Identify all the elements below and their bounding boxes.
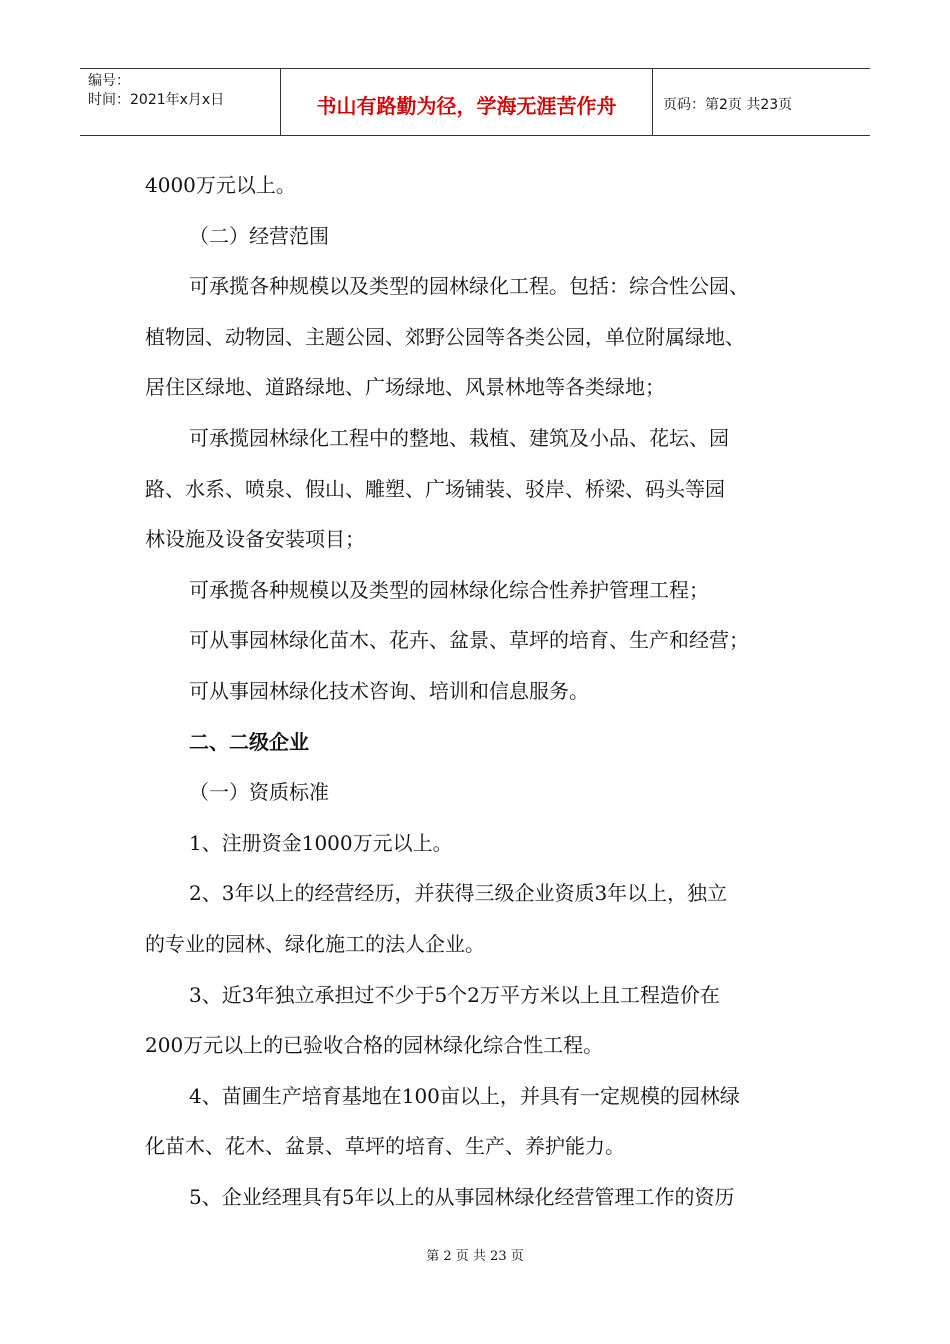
paragraph-line: 可承揽园林绿化工程中的整地、栽植、建筑及小品、花坛、园 <box>189 425 729 450</box>
paragraph-line: 4、苗圃生产培育基地在100亩以上，并具有一定规模的园林绿 <box>189 1083 740 1108</box>
paragraph-line: 可承揽各种规模以及类型的园林绿化综合性养护管理工程； <box>189 577 709 602</box>
paragraph-line: 居住区绿地、道路绿地、广场绿地、风景林地等各类绿地； <box>145 375 665 400</box>
paragraph-line: 可从事园林绿化苗木、花卉、盆景、草坪的培育、生产和经营； <box>189 628 749 653</box>
paragraph-line: 4000万元以上。 <box>145 173 296 197</box>
paragraph-line: 200万元以上的已验收合格的园林绿化综合性工程。 <box>145 1033 604 1058</box>
document-number-label: 编号： <box>88 73 130 89</box>
paragraph-line: 路、水系、喷泉、假山、雕塑、广场铺装、驳岸、桥梁、码头等园 <box>145 476 725 501</box>
header-motto: 书山有路勤为径，学海无涯苦作舟 <box>281 69 653 135</box>
section-heading: （一）资质标准 <box>189 780 329 805</box>
paragraph-line: 5、企业经理具有5年以上的从事园林绿化经营管理工作的资历 <box>189 1184 735 1209</box>
document-body <box>145 160 825 1222</box>
paragraph-line: 林设施及设备安装项目； <box>145 527 365 552</box>
paragraph-line: 植物园、动物园、主题公园、郊野公园等各类公园，单位附属绿地、 <box>145 324 745 349</box>
header-page-info: 页码：第2页 共23页 <box>663 97 793 113</box>
header-meta <box>80 69 281 135</box>
paragraph-line: 3、近3年独立承担过不少于5个2万平方米以上且工程造价在 <box>189 982 720 1007</box>
document-date: 时间：2021年x月x日 <box>88 92 225 108</box>
paragraph-line: 可承揽各种规模以及类型的园林绿化工程。包括：综合性公园、 <box>189 274 749 299</box>
page-footer: 第 2 页 共 23 页 <box>426 1249 524 1264</box>
paragraph-line: 2、3年以上的经营经历，并获得三级企业资质3年以上，独立 <box>189 881 728 906</box>
paragraph-line: 可从事园林绿化技术咨询、培训和信息服务。 <box>189 678 589 703</box>
paragraph-line: 的专业的园林、绿化施工的法人企业。 <box>145 931 485 956</box>
chapter-heading: 二、二级企业 <box>189 729 309 754</box>
paragraph-line: 化苗木、花木、盆景、草坪的培育、生产、养护能力。 <box>145 1134 625 1159</box>
section-heading: （二）经营范围 <box>189 223 329 248</box>
document-header <box>80 68 870 136</box>
paragraph-line: 1、注册资金1000万元以上。 <box>189 830 453 855</box>
